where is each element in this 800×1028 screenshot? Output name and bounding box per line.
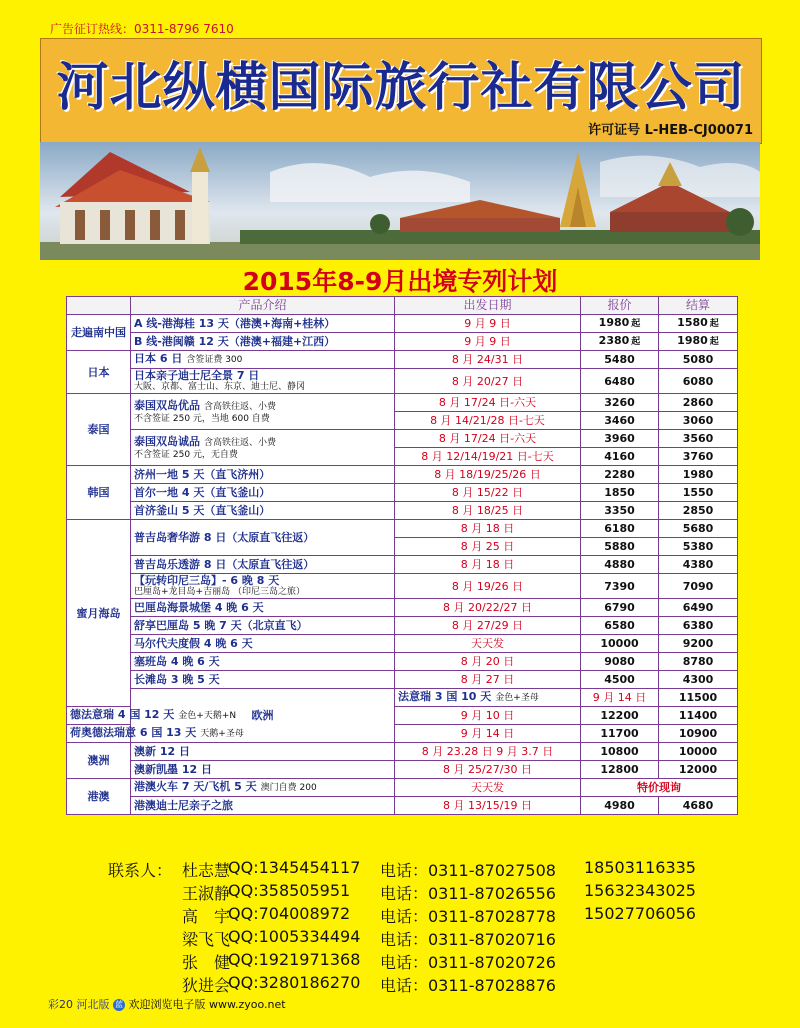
contact-tel: 电话：0311-87026556 [380,884,556,903]
table-row [67,333,738,351]
product-note: 澳门自费 200 [260,783,317,793]
contact-qq: QQ:3280186270 [228,973,361,992]
product-cell [131,761,395,779]
settle-cell [659,412,738,430]
settle-cell [659,538,738,556]
contacts-label: 联系人： [108,861,173,880]
departure-date-cell: 8 月 12/14/19/21 日-七天 [395,448,581,466]
price-value: 6480 [604,374,635,388]
price-cell [581,707,659,725]
price-cell [581,502,659,520]
price-value: 4880 [604,558,635,571]
price-value: 2380 [598,334,630,347]
temple-banner [40,142,760,260]
product-name: 舒享巴厘岛 5 晚 7 天（北京直飞） [134,619,308,632]
product-note: 含签证费 300 [186,355,243,365]
product-name: 首济釜山 5 天（直飞釜山） [134,504,271,517]
price-value: 1980 [598,316,630,329]
table-row [67,574,738,599]
price-from-suffix: 起 [631,337,641,347]
settle-cell [659,520,738,538]
settle-cell [659,333,738,351]
price-cell [581,520,659,538]
settle-value: 1550 [682,486,714,499]
price-cell [581,556,659,574]
departure-date-cell: 8 月 27 日 [395,671,581,689]
price-value: 3460 [604,414,635,427]
product-name: 巴厘岛海景城堡 4 晚 6 天 [134,601,264,614]
price-cell [581,797,659,815]
header-date: 出发日期 [395,297,581,315]
settle-value: 8780 [682,655,714,668]
settle-value: 1980 [682,468,714,481]
departure-date-cell: 8 月 18/25 日 [395,502,581,520]
settle-value: 6080 [682,374,714,388]
departure-date-cell: 8 月 15/22 日 [395,484,581,502]
price-cell [581,538,659,556]
price-value: 11500 [678,691,718,704]
departure-date-cell: 8 月 27/29 日 [395,617,581,635]
contact-mobile: 15027706056 [584,904,696,923]
product-name: 日本 6 日 [134,352,183,365]
price-cell [581,761,659,779]
departure-date-cell: 9 月 9 日 [395,315,581,333]
product-name: 普吉岛奢华游 8 日（太原直飞往返） [134,531,315,544]
departure-date-cell: 8 月 17/24 日-六天 [395,430,581,448]
product-name: 港澳迪士尼亲子之旅 [134,799,233,812]
table-row [67,394,738,412]
region-cell: 泰国 [67,394,131,466]
settle-from-suffix: 起 [709,319,719,329]
settle-cell [659,484,738,502]
price-value: 12200 [600,709,639,722]
price-value: 6180 [604,522,635,535]
settle-value: 12000 [678,763,718,776]
product-cell [131,394,395,430]
table-row [67,617,738,635]
price-value: 6580 [604,619,635,632]
product-cell [131,466,395,484]
product-name: 法意瑞 3 国 10 天 [398,690,492,703]
price-cell [659,689,738,707]
settle-cell [659,315,738,333]
contact-mobile: 15632343025 [584,881,696,900]
price-cell [581,671,659,689]
price-value: 3960 [604,432,635,445]
contact-qq: QQ:704008972 [228,904,351,923]
product-name: 澳新凯墨 12 日 [134,763,212,776]
special-price-cell: 特价现询 [581,779,738,797]
contact-tel: 电话：0311-87028876 [380,976,556,995]
price-cell [581,412,659,430]
product-cell [395,689,581,707]
table-row [67,430,738,448]
departure-date-cell: 8 月 17/24 日-六天 [395,394,581,412]
departure-date-cell: 8 月 23.28 日 9 月 3.7 日 [395,743,581,761]
table-row [67,351,738,369]
product-name: 普吉岛乐透游 8 日（太原直飞往返） [134,558,315,571]
price-cell [581,617,659,635]
ad-hotline-phone: 0311-8796 7610 [134,22,234,36]
price-value: 12800 [600,763,639,776]
settle-cell [659,671,738,689]
header-settle: 结算 [659,297,738,315]
product-cell [131,315,395,333]
product-subnote: 不含签证 250 元，无自费 [134,449,238,460]
table-row [67,671,738,689]
settle-value: 3760 [682,450,714,463]
settle-cell [659,617,738,635]
settle-value: 9200 [682,637,714,650]
price-cell [581,599,659,617]
contact-name: 王淑静 [182,884,231,903]
product-cell [131,671,395,689]
license-number: 许可证号 L-HEB-CJ00071 [588,123,753,138]
departure-date-cell: 8 月 19/26 日 [395,574,581,599]
price-value: 5480 [604,353,635,366]
price-value: 3350 [604,504,635,517]
product-name: 德法意瑞 4 国 12 天 [70,708,175,721]
departure-date-cell: 天天发 [395,635,581,653]
departure-date-cell: 8 月 24/31 日 [395,351,581,369]
settle-cell [659,797,738,815]
price-value: 2280 [604,468,635,481]
product-subnote: 巴厘岛+龙目岛+吉丽岛 （印尼三岛之旅） [134,587,305,597]
settle-cell [659,394,738,412]
product-name: 荷奥德法瑞意 6 国 13 天 [70,726,197,739]
contact-qq: QQ:358505951 [228,881,351,900]
price-value: 5880 [604,540,635,553]
product-cell [131,743,395,761]
settle-from-suffix: 起 [709,337,719,347]
table-row [67,635,738,653]
product-name: 马尔代夫度假 4 晚 6 天 [134,637,253,650]
settle-value: 1580 [677,316,708,329]
contact-mobile: 18503116335 [584,858,696,877]
price-cell [581,369,659,394]
table-row [67,556,738,574]
settle-cell [659,599,738,617]
price-cell [581,333,659,351]
table-row [67,369,738,394]
departure-date-cell: 8 月 20 日 [395,653,581,671]
departure-date-cell: 9 月 9 日 [395,333,581,351]
company-name: 河北纵横国际旅行社有限公司 [56,57,746,118]
contact-tel: 电话：0311-87020716 [380,930,556,949]
settle-cell [659,466,738,484]
product-note: 金色+圣母 [495,693,539,703]
table-row [67,599,738,617]
price-value: 4980 [604,799,635,812]
product-name: 长滩岛 3 晚 5 天 [134,673,220,686]
table-row [67,484,738,502]
site-logo-icon: 蓝 [115,1000,123,1009]
table-header [67,297,738,315]
settle-cell [659,369,738,394]
price-value: 7390 [604,579,635,593]
price-value: 1850 [604,486,635,499]
product-cell [131,599,395,617]
price-value: 11700 [600,727,639,740]
settle-value: 10000 [678,745,718,758]
region-cell: 澳洲 [67,743,131,779]
settle-value: 10900 [678,727,718,740]
price-cell [581,725,659,743]
departure-date-cell: 8 月 20/22/27 日 [395,599,581,617]
product-cell [131,369,395,394]
settle-value: 6490 [682,601,714,614]
product-name: A 线-港海桂 13 天（港澳+海南+桂林） [134,317,336,330]
price-value: 6790 [604,601,635,614]
price-cell [581,351,659,369]
price-cell [581,484,659,502]
settle-value: 3560 [682,432,714,445]
price-value: 9080 [604,655,635,668]
temple-photo [40,142,760,260]
table-row [67,466,738,484]
header-blank [67,297,131,315]
price-cell [581,635,659,653]
schedule-body [67,315,738,815]
product-cell [131,502,395,520]
table-row [67,502,738,520]
table-row [67,743,738,761]
product-cell [131,430,395,466]
contact-name: 高 宇 [182,907,231,926]
product-cell [131,797,395,815]
product-name: 济州一地 5 天（直飞济州） [134,468,271,481]
price-cell [581,315,659,333]
settle-value: 4680 [682,799,714,812]
product-name: 澳新 12 日 [134,745,190,758]
product-cell [131,635,395,653]
table-row [67,653,738,671]
price-value: 10000 [600,637,639,650]
product-cell [131,333,395,351]
product-name: 港澳火车 7 天/飞机 5 天 [134,780,257,793]
settle-cell [659,502,738,520]
edition-label: 河北版 [76,998,110,1011]
settle-value: 1980 [677,334,708,347]
settle-value: 2860 [682,396,714,409]
product-note: 含高铁往返、小费 [204,437,277,448]
settle-value: 7090 [682,579,714,593]
price-value: 10800 [600,745,639,758]
product-cell [131,351,395,369]
settle-cell [659,761,738,779]
settle-cell [659,448,738,466]
price-cell [581,653,659,671]
departure-date-cell: 8 月 14/21/28 日-七天 [395,412,581,430]
product-subnote: 不含签证 250 元，当地 600 自费 [134,413,270,424]
settle-value: 5680 [682,522,714,535]
price-value: 4160 [604,450,635,463]
contact-qq: QQ:1921971368 [228,950,361,969]
price-cell [581,574,659,599]
contact-qq: QQ:1005334494 [228,927,361,946]
departure-date-cell: 9 月 10 日 [395,707,581,725]
price-value: 3260 [604,396,635,409]
departure-date-cell: 8 月 25 日 [395,538,581,556]
contact-name: 梁飞飞 [182,930,231,949]
product-name: 首尔一地 4 天（直飞釜山） [134,486,271,499]
settle-cell [659,574,738,599]
product-cell [131,653,395,671]
table-row [67,315,738,333]
departure-date-cell: 8 月 18 日 [395,520,581,538]
product-note: 天鹅+圣母 [200,729,244,739]
price-from-suffix: 起 [631,319,641,329]
departure-date-cell: 8 月 13/15/19 日 [395,797,581,815]
region-cell: 蜜月海岛 [67,520,131,707]
settle-cell [659,653,738,671]
price-cell [581,394,659,412]
header [40,38,762,144]
price-cell [581,448,659,466]
product-name: 塞班岛 4 晚 6 天 [134,655,220,668]
departure-date-cell: 天天发 [395,779,581,797]
product-name: 泰国双岛优品 [134,398,200,412]
settle-value: 5380 [682,540,714,553]
product-name: 泰国双岛诚品 [134,434,200,448]
settle-value: 5080 [682,353,714,366]
product-cell [131,779,395,797]
settle-cell [659,743,738,761]
contact-name: 张 健 [182,953,231,972]
contact-qq: QQ:1345454117 [228,858,361,877]
contact-name: 狄进会 [182,976,231,995]
settle-value: 2850 [682,504,714,517]
title-band [40,260,760,294]
product-note: 含高铁往返、小费 [204,401,277,412]
product-name: 【玩转印尼三岛】- 6 晚 8 天 [134,574,280,587]
schedule-title: 2015年8-9月出境专列计划 [242,267,558,296]
header-product: 产品介绍 [131,297,395,315]
price-value: 4500 [604,673,635,686]
ad-hotline-label: 广告征订热线： [50,22,135,36]
settle-cell [659,430,738,448]
settle-value: 3060 [682,414,714,427]
departure-date-cell: 8 月 18/19/25/26 日 [395,466,581,484]
tour-schedule-table [66,296,738,815]
table-row [67,797,738,815]
contact-tel: 电话：0311-87028778 [380,907,556,926]
page-number: 彩20 [48,998,73,1011]
table-row [67,520,738,538]
departure-date-cell: 9 月 14 日 [395,725,581,743]
ad-hotline [50,20,234,37]
footer-text[interactable]: 欢迎浏览电子版 www.zyoo.net [128,998,286,1011]
settle-cell [659,635,738,653]
region-cell: 欧洲 [131,689,395,743]
settle-value: 4300 [682,673,714,686]
contact-tel: 电话：0311-87027508 [380,861,556,880]
table-row [67,689,738,707]
settle-cell [659,707,738,725]
region-cell: 港澳 [67,779,131,815]
contact-name: 杜志慧 [182,861,231,880]
product-cell [67,725,244,743]
departure-date-cell: 8 月 20/27 日 [395,369,581,394]
settle-cell [659,351,738,369]
settle-cell [659,556,738,574]
contact-tel: 电话：0311-87020726 [380,953,556,972]
table-row [67,761,738,779]
departure-date-cell: 9 月 14 日 [581,689,659,707]
departure-date-cell: 8 月 18 日 [395,556,581,574]
product-cell [131,574,395,599]
settle-value: 6380 [682,619,714,632]
settle-value: 11400 [678,709,718,722]
product-cell [131,520,395,556]
table-row [67,779,738,797]
product-cell [131,556,395,574]
product-cell [67,707,237,725]
product-note: 金色+天鹅+N [178,711,237,721]
product-name: B 线-港闽赣 12 天（港澳+福建+江西） [134,335,336,348]
header-price: 报价 [581,297,659,315]
settle-value: 4380 [682,558,714,571]
product-subnote: 大阪、京都、富士山、东京、迪士尼、静冈 [134,382,306,392]
region-cell: 走遍南中国 [67,315,131,351]
footer [48,996,286,1012]
departure-date-cell: 8 月 25/27/30 日 [395,761,581,779]
region-cell: 韩国 [67,466,131,520]
settle-cell [659,725,738,743]
price-cell [581,466,659,484]
product-cell [131,484,395,502]
price-cell [581,743,659,761]
product-cell [131,617,395,635]
region-cell: 日本 [67,351,131,394]
product-name: 日本亲子迪士尼全景 7 日 [134,369,260,382]
price-cell [581,430,659,448]
